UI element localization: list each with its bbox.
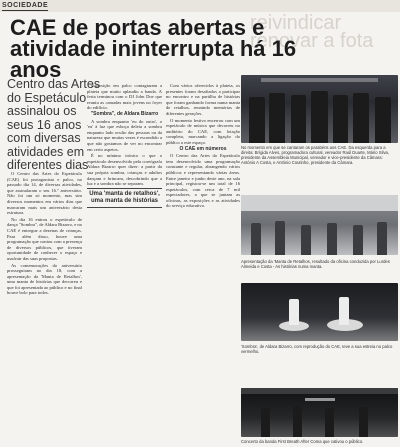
- subheading-sombra: "Sombra", de Aldara Bizarro: [90, 110, 159, 117]
- background-show-through-text: reivindicar renovar a fota: [250, 14, 374, 52]
- body-paragraph: O Centro das Artes do Espetáculo tem desenvolvido uma programação constante e regular, abrangendo vários públicos e representando várias áreas. Entre janeiro e junho deste ano, na sala principal, registou-se um total de 16 espetáculos, com cerca de 7 mil espectadores, a que se juntam as oficinas, as exposições e as atividades do serviço educativo.: [166, 153, 240, 209]
- pull-quote: Uma 'manta de retalhos', uma manta de histórias: [87, 188, 162, 208]
- body-paragraph: O momento festivo encerrou com um espetáculo de música que decorreu no auditório do CAE, com lotação completa, marcando a ligação do público a este espaço.: [166, 117, 240, 145]
- body-paragraph: disposição em palco contagiaram a plateia que muito aplaudiu a banda. A festa terminou com o DJ John Doe que reuniu as camadas mais jovens no foyer do edifício.: [87, 83, 162, 111]
- section-label: SOCIEDADE: [2, 2, 49, 9]
- photo-caption-2: Apresentação da 'Manta de Retalhos, resultado da oficina conduzida por Lurdes Almeida e Costa - As histórias numa manta.: [241, 259, 390, 269]
- photo-manta-de-retalhos: [241, 195, 398, 255]
- article-lede: Centro das Artes do Espetáculo assinalou os seus 16 anos com diversas atividades em diferentes dias: [7, 77, 101, 172]
- photo-sombra-performance: [241, 283, 398, 341]
- body-paragraph: É no mínimo irónico o que o espetáculo desenvolvido pela coreógrafa Aldara Bizarro quer dizer: a partir da sua própria sombra, crianças e adultos dançam e brincam, descobrindo que a luz e a sombra não se separam.: [87, 153, 162, 187]
- body-paragraph: O Centro das Artes do Espetáculo (CAE) foi protagonista e palco, no passado dia 14, de diversas atividades, que assinalaram o seu 16.º aniversário. Não foi um só momento, mas sim diversos momentos em vários dias que marcaram mais um aniversário desta estrutura.: [7, 171, 82, 216]
- section-header-bar: [0, 0, 400, 12]
- body-paragraph: No dia 16 entrou o espetáculo de dança "Sombra", de Aldara Bizarro, e no CAE é entregue a dezenas de crianças. Para além disso, houve uma programação que contou com a presença de diversos públicos, que tiveram oportunidade de conhecer o espaço e usufruir das suas propostas.: [7, 216, 82, 261]
- body-paragraph: As comemorações do aniversário prosseguiram no dia 18, com a apresentação da 'Manta de Retalhos', uma manta de histórias que decorreu e que foi apresentada ao público e no final houve bolo para todos.: [7, 262, 82, 296]
- body-paragraph: A sombra enquanto 'eu do outro', o 'eu' à luz que esboça deleia a sombra enquanto lado oculto das pessoas ou da natureza que muitas vezes é escondido a que não gostamos de ver no encontrar em certo aspetos.: [87, 118, 162, 152]
- photo-caption-1: No momento em que se cantaram os parabéns aos CAE. Da esquerda para a direita: Brígida Alves, programadora cultural, vereador Raúl Duarte, Mário Silva, presidente da Assembleia Municipal, vereador e vice-presidente da Câmara: António A Costa, e António Coutinho, presidente da Câmara.: [241, 145, 390, 165]
- body-column-3: [166, 83, 240, 446]
- body-column-1: [7, 171, 82, 446]
- photo-caption-4: Concerto da banda First Breath After Coma que cativou o público.: [241, 439, 364, 444]
- article-headline: CAE de portas abertas e atividade ininterrupta há 16 anos: [10, 15, 297, 82]
- body-column-2: [87, 83, 162, 446]
- photo-caption-3: 'Sombra', de Aldara Bizarro, com reprodução do CAE, teve a sua estreia no palco vermelho.: [241, 344, 393, 354]
- body-paragraph: Com vários oferecidos à plateia, os presentes foram desafiados a participar no encontro e na partilha de histórias que foram ganhando forma numa manta de retalhos, reunindo memórias de diferentes gerações.: [166, 83, 240, 116]
- photo-anniversary-celebration: [241, 75, 398, 143]
- subheading-cae-numbers: O CAE em números: [179, 145, 227, 152]
- photo-concert: [241, 388, 398, 437]
